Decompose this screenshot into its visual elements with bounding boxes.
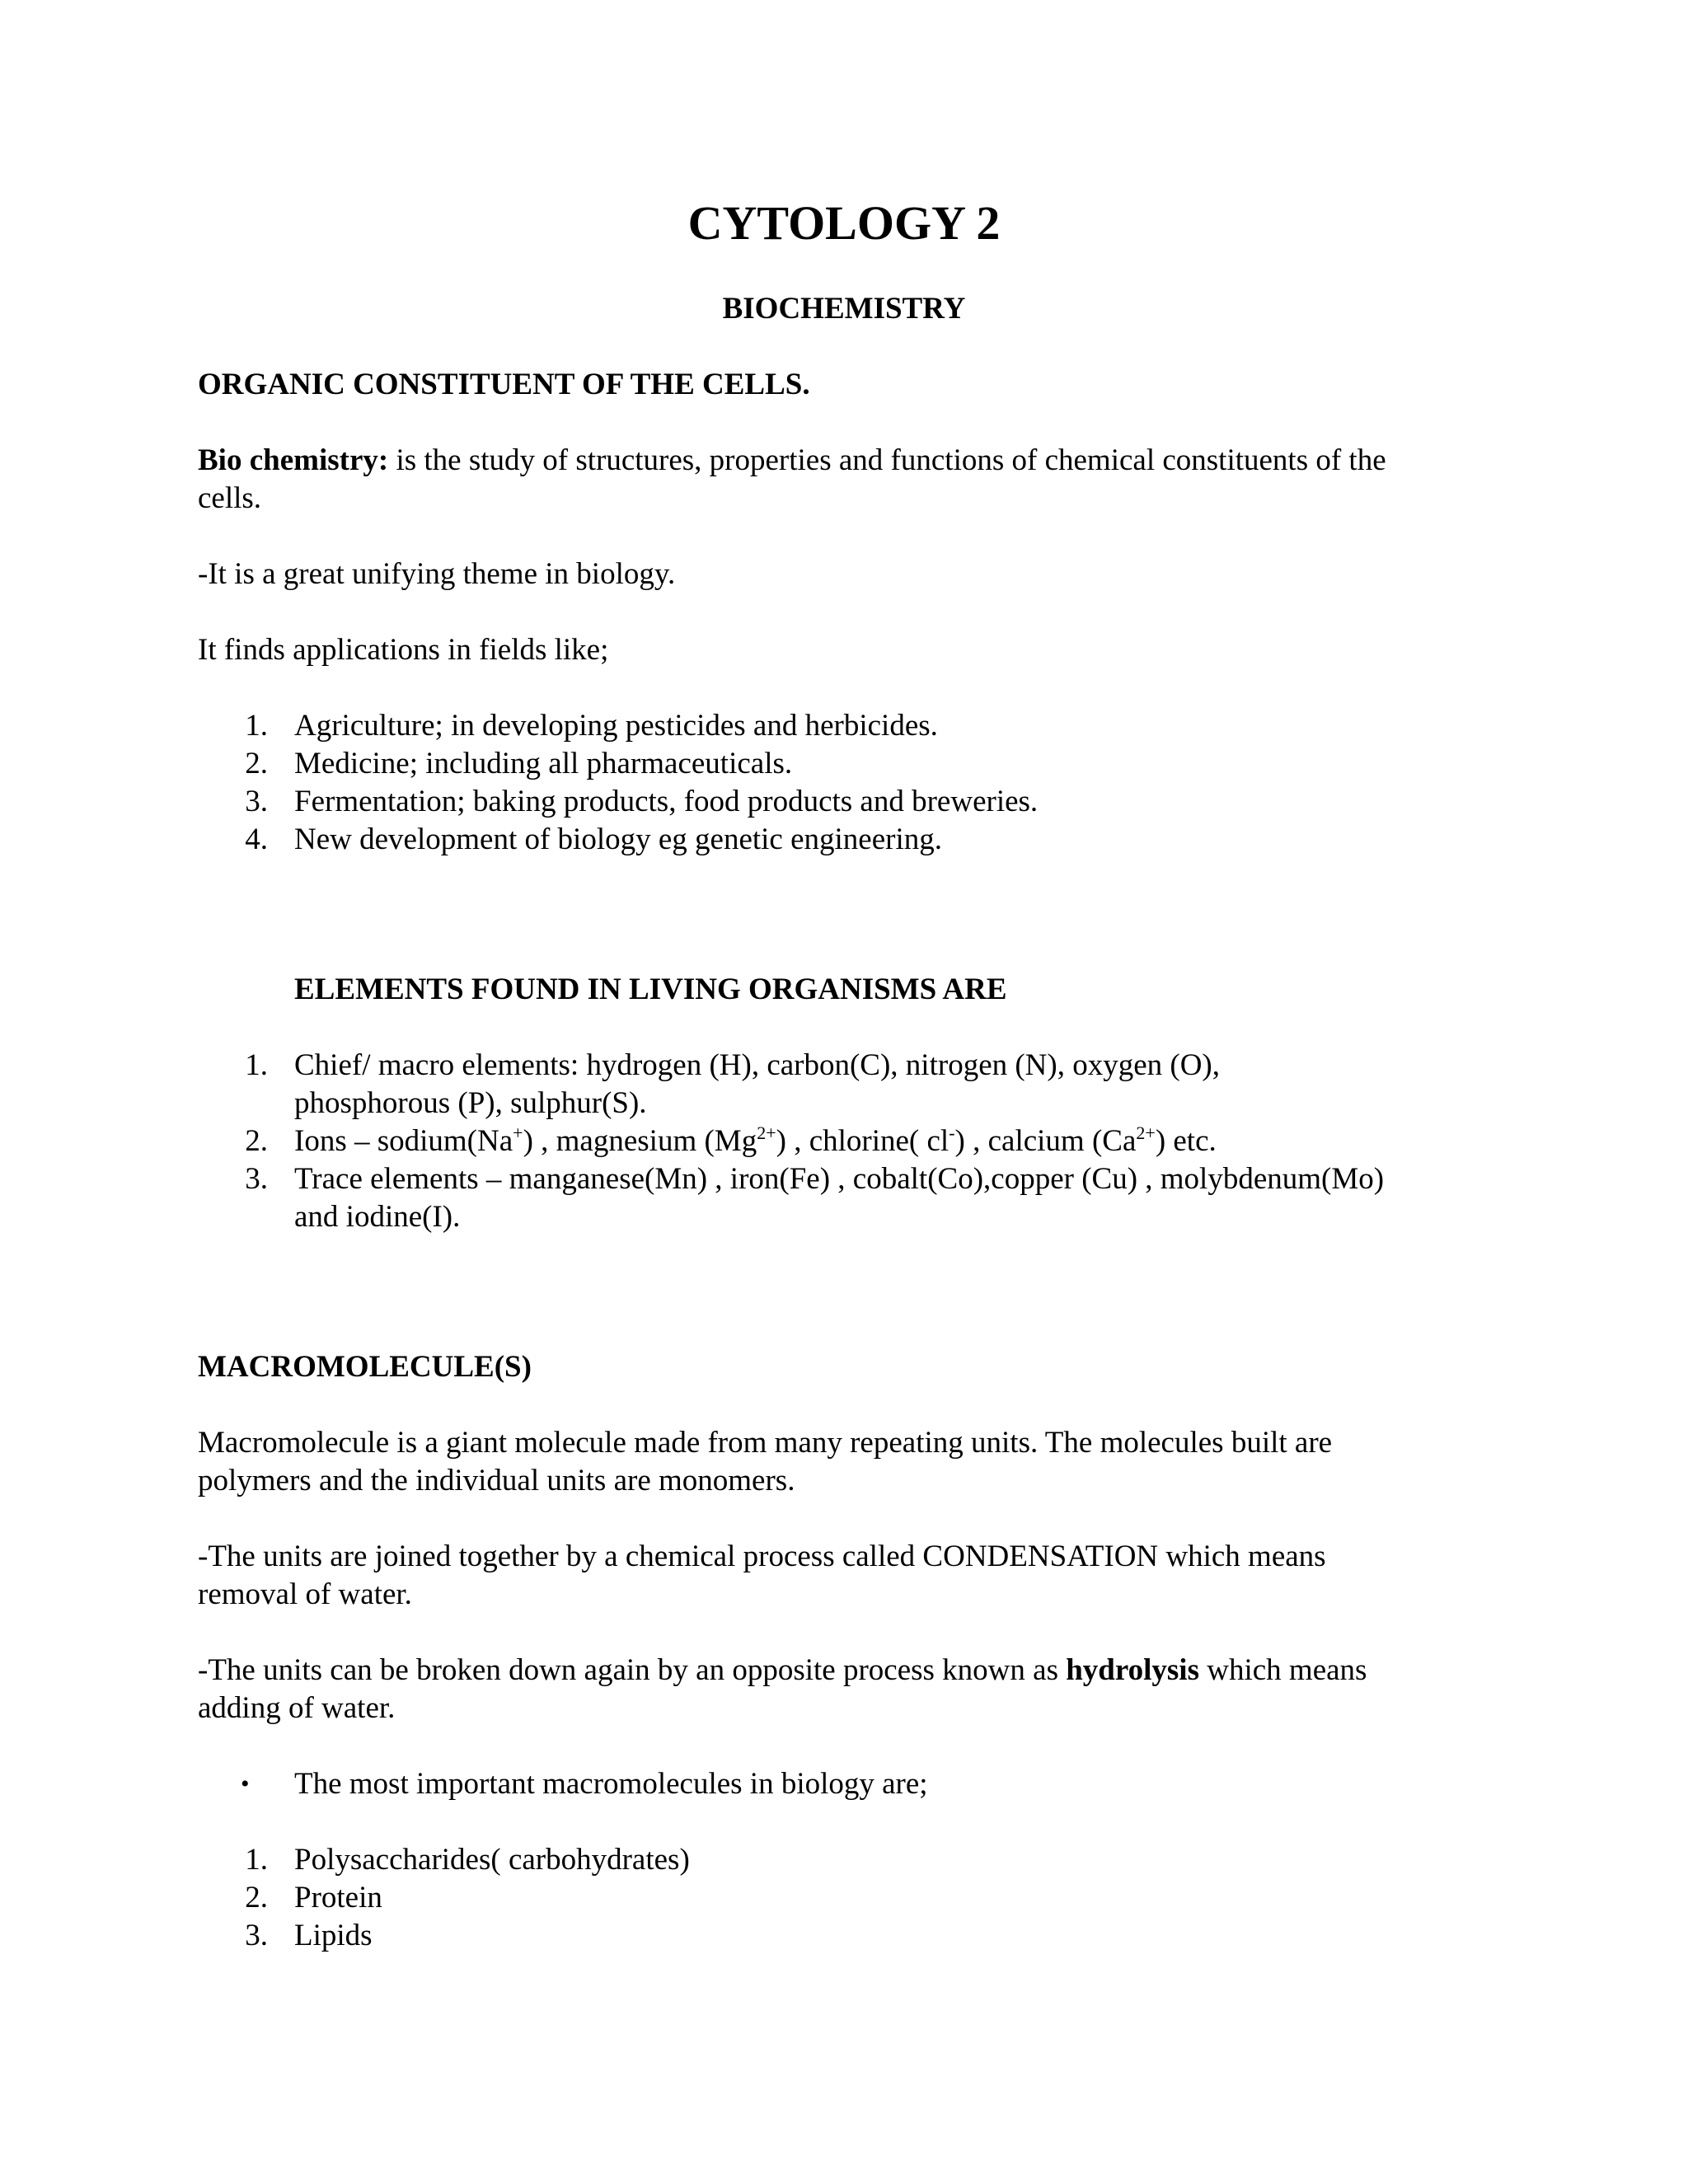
definition-line-1 (198, 442, 1386, 480)
definition-term: Bio chemistry: (198, 443, 389, 477)
page-title: CYTOLOGY 2 (687, 196, 1001, 250)
definition-text: is the study of structures, properties and functions of chemical constituents of the (388, 443, 1386, 477)
list-number: 2. (245, 747, 268, 780)
ions-text: Ions – sodium(Na (294, 1124, 513, 1158)
definition-line-2: cells. (198, 481, 262, 515)
paragraph-line: removal of water. (198, 1577, 412, 1611)
charge-superscript: + (513, 1122, 523, 1143)
list-item-continuation: and iodine(I). (294, 1200, 461, 1234)
charge-superscript: 2+ (1136, 1122, 1156, 1143)
page-subtitle: BIOCHEMISTRY (722, 292, 966, 326)
paragraph-line-hydrolysis (198, 1652, 1367, 1690)
paragraph-unifying: -It is a great unifying theme in biology. (198, 557, 676, 591)
section-heading-elements: ELEMENTS FOUND IN LIVING ORGANISMS ARE (294, 972, 1007, 1006)
section-heading-macromolecules: MACROMOLECULE(S) (198, 1350, 532, 1384)
charge-superscript: 2+ (757, 1122, 776, 1143)
list-number: 1. (245, 1843, 268, 1877)
ions-text: ) etc. (1155, 1124, 1217, 1158)
paragraph-text: which means (1199, 1653, 1367, 1687)
list-item: Lipids (294, 1919, 373, 1952)
list-number: 2. (245, 1881, 268, 1915)
paragraph-applications-intro: It finds applications in fields like; (198, 633, 609, 667)
ions-text: ) , magnesium (Mg (523, 1124, 757, 1158)
list-number: 4. (245, 823, 268, 856)
paragraph-line: Macromolecule is a giant molecule made from many repeating units. The molecules built are (198, 1426, 1333, 1460)
list-number: 1. (245, 1048, 268, 1082)
paragraph-line: polymers and the individual units are monomers. (198, 1464, 795, 1497)
list-number: 3. (245, 785, 268, 818)
paragraph-line: -The units are joined together by a chemical process called CONDENSATION which means (198, 1540, 1326, 1573)
charge-superscript: - (949, 1122, 955, 1143)
list-number: 1. (245, 709, 268, 743)
ions-text: ) , chlorine( cl (776, 1124, 950, 1158)
list-number: 2. (245, 1124, 268, 1158)
list-item: Trace elements – manganese(Mn) , iron(Fe) , cobalt(Co),copper (Cu) , molybdenum(Mo) (294, 1162, 1385, 1196)
hydrolysis-term: hydrolysis (1066, 1653, 1199, 1687)
list-item: Protein (294, 1881, 382, 1915)
list-item: New development of biology eg genetic engineering. (294, 823, 942, 856)
paragraph-text: -The units can be broken down again by an opposite process known as (198, 1653, 1067, 1687)
list-item-continuation: phosphorous (P), sulphur(S). (294, 1086, 647, 1120)
bullet-icon: • (241, 1770, 250, 1797)
list-item-ions (294, 1122, 1217, 1160)
list-number: 3. (245, 1919, 268, 1952)
paragraph-line: adding of water. (198, 1691, 396, 1725)
list-number: 3. (245, 1162, 268, 1196)
list-item: Medicine; including all pharmaceuticals. (294, 747, 793, 780)
bullet-text: The most important macromolecules in biology are; (294, 1767, 928, 1801)
section-heading-organic: ORGANIC CONSTITUENT OF THE CELLS. (198, 368, 810, 401)
list-item: Polysaccharides( carbohydrates) (294, 1843, 690, 1877)
list-item: Chief/ macro elements: hydrogen (H), carbon(C), nitrogen (N), oxygen (O), (294, 1048, 1221, 1082)
list-item: Fermentation; baking products, food products and breweries. (294, 785, 1039, 818)
ions-text: ) , calcium (Ca (954, 1124, 1137, 1158)
list-item: Agriculture; in developing pesticides and herbicides. (294, 709, 938, 743)
